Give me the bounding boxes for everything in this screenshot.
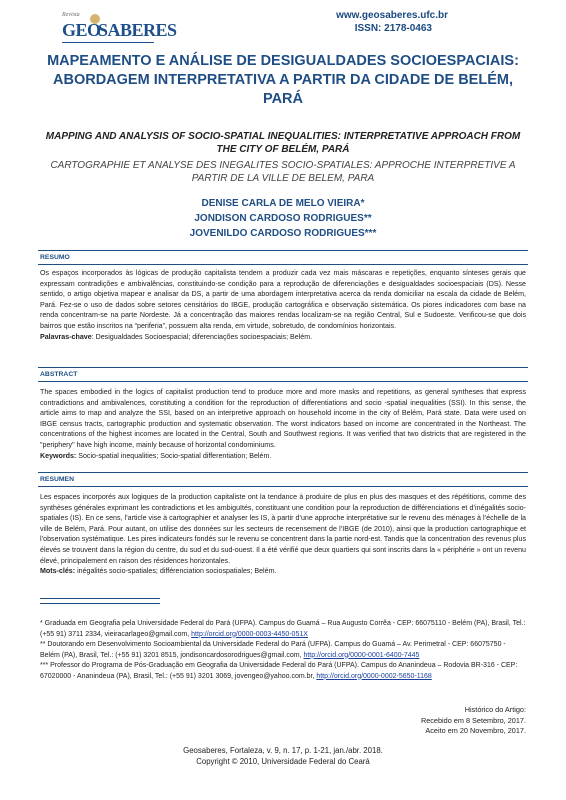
article-history: [326, 705, 526, 737]
logo-revista-text: Revista: [62, 12, 80, 18]
section-divider: [38, 381, 528, 382]
logo-underline: [62, 42, 154, 43]
journal-website[interactable]: www.geosaberes.ufc.br: [336, 10, 448, 21]
footnote-rule: [40, 598, 160, 599]
section-divider: [38, 367, 528, 368]
resumo-keywords: : Desigualdades Socioespacial; diferenciações socioespaciais; Belém.: [91, 332, 313, 341]
footnote-2-text: ** Doutorando em Desenvolvimento Socioambiental da Universidade Federal do Pará (UFPA). Campus do Guamá – Av. Perimetral - CEP: 66075750 - Belém (PA), Brasil, Tel.: (+55 91) 3201 8515, jondisoncardosorodrigues@gmail.com,: [40, 641, 506, 659]
abstract-text: The spaces embodied in the logics of capitalist production tend to produce more and more masks and repetitions, as general syntheses that express contradictions and ambivalences, constituting a condition for the reproduction of differentiations and socio -spatial inequalities (SSI). In this sense, the article aims to map and analyze the SSI, based on an interpretive approach on household income in the city of Belém, Pará state. Data were used on IBGE census tracts, cartographic production and systematic observation. The worst indicators based on income are concentrated in the Northeast. The concentrations of the highest incomes are located in the Central, South and Southwest regions. It was verified that two districts that are registered in the "periphery" have high income, mainly because of horizontal condominiums.: [40, 388, 526, 449]
footnote-3: [40, 661, 526, 682]
page-footer: [40, 745, 526, 767]
logo-geo-text: GEO: [62, 20, 101, 40]
abstract-keywords: Socio-spatial inequalities; Socio-spatial differentiation; Belém.: [76, 451, 272, 460]
footnote-3-orcid-link[interactable]: http://orcid.org/0000-0002-5650-1168: [316, 672, 432, 680]
resumo-paragraph: [40, 268, 526, 342]
footnote-1-orcid-link[interactable]: http://orcid.org/0000-0003-4450-051X: [191, 630, 308, 638]
footnote-1-text: * Graduada em Geografia pela Universidade Federal do Pará (UFPA). Campus do Guamá – Rua Augusto Corrêa - CEP: 66075110 - Belém (PA), Brasil, Tel.: (+55 91) 3711 2334, vieiracarlageo@gmail.com,: [40, 620, 526, 638]
resumen-heading: RESUMEN: [40, 476, 74, 483]
author-1: DENISE CARLA DE MELO VIEIRA*: [201, 198, 365, 209]
journal-logo: [62, 12, 177, 42]
section-divider: [38, 486, 528, 487]
logo-saberes-text: SABERES: [98, 20, 177, 40]
journal-issn: ISSN: 2178-0463: [354, 23, 432, 34]
resumo-keywords-label: Palavras-chave: [40, 332, 92, 341]
resumen-paragraph: [40, 492, 526, 577]
footnote-1: [40, 619, 526, 640]
resumo-heading: RESUMO: [40, 254, 70, 261]
history-received: Recebido em 8 Setembro, 2017.: [420, 715, 526, 725]
footnote-rule: [40, 603, 160, 604]
footer-copyright: Copyright © 2010, Universidade Federal do Ceará: [196, 757, 370, 766]
resumo-text: Os espaços incorporados às lógicas de produção capitalista tendem a produzir cada vez mais máscaras e repetições, enquanto sínteses gerais que expressam contradições e ambivalências, constituindo-se condição para a reprodução de diferenciações e desigualdades socioespaciais (DS). Nesse sentido, o artigo objetiva mapear e analisar da DS, a partir de uma abordagem interpretativa acerca da renda domiciliar na escala da cidade de Belém, Pará. Fez-se o uso de dados sobre setores censitários do IBGE, produção cartográfica e observação sistemática. Os piores indicadores com base na renda concentram-se na parte Nordeste. Já a concentração das maiores rendas localizam-se na região Central, Sul e Sudoeste. Verificou-se que dois bairros que estão inscritos na “periferia”, possuem alta renda, em virtude, sobretudo, de condomínios horizontais.: [40, 269, 526, 330]
resumen-text: Les espaces incorporés aux logiques de la production capitaliste ont la tendance à produire de plus en plus des masques et des répétitions, comme des synthèses générales exprimant les contradictions et les ambiguïtés, constituant une condition pour la reproduction de différenciations et d’inégalités socio-spatiales (IS). En ce sens, l’article vise à cartographier et analyser les IS, à partir d’une approche interprétative sur le revenu des ménages à l’échelle de la ville de Belém, Pará. Pour autant, on utilise des données sur les secteurs de recensement de l’IBGE (de 2010), ainsi que la production cartographique et l’observation systématique. Les pires indicateurs fondés sur le revenu se concentrent dans la partie nord-est. Tandis que la concentration des revenus plus élevés se trouvent dans la région du centre, du sud et du sud-ouest. Il a été vérifié que deux quartiers qui sont inscrits dans la « périphérie » ont un revenu élevé, principalement en raison des résidences horizontales.: [40, 493, 526, 565]
section-divider: [38, 264, 528, 265]
article-title-pt: MAPEAMENTO E ANÁLISE DE DESIGUALDADES SOCIOESPACIAIS: ABORDAGEM INTERPRETATIVA A PARTIR DA CIDADE DE BELÉM, PARÁ: [47, 53, 519, 107]
history-label: Histórico do Artigo:: [464, 705, 526, 714]
footer-citation: Geosaberes, Fortaleza, v. 9, n. 17, p. 1-21, jan./abr. 2018.: [183, 746, 383, 755]
abstract-paragraph: [40, 387, 526, 461]
author-2: JONDISON CARDOSO RODRIGUES**: [194, 213, 372, 224]
resumen-keywords-label: Mots-clés:: [40, 567, 76, 576]
abstract-keywords-label: Keywords:: [40, 451, 77, 460]
history-accepted: Aceito em 20 Novembro, 2017.: [425, 726, 526, 735]
article-title-en: MAPPING AND ANALYSIS OF SOCIO-SPATIAL INEQUALITIES: INTERPRETATIVE APPROACH FROM THE CITY OF BELÉM, PARÁ: [45, 131, 521, 155]
footnotes: [40, 619, 526, 682]
footnote-3-text: *** Professor do Programa de Pós-Graduação em Geografia da Universidade Federal do Pará (UFPA). Campus do Ananindeua – Rodovia BR-316 - CEP: 67020000 - Ananindeua (PA), Brasil, Tel.: (+55 91) 3201 3069, jovengeo@yahoo.com.br,: [40, 662, 518, 680]
abstract-heading: ABSTRACT: [40, 371, 78, 378]
footnote-2: [40, 640, 526, 661]
footnote-2-orcid-link[interactable]: http://orcid.org/0000-0001-6400-7445: [303, 651, 420, 659]
author-3: JOVENILDO CARDOSO RODRIGUES***: [189, 228, 377, 239]
resumen-keywords: inégalités socio-spatiales; différenciation sociospatiales; Belém.: [75, 567, 277, 576]
section-divider: [38, 250, 528, 251]
section-divider: [38, 472, 528, 473]
article-title-fr: CARTOGRAPHIE ET ANALYSE DES INEGALITES SOCIO-SPATIALES: APPROCHE INTERPRETIVE A PARTIR DE LA VILLE DE BELEM, PARA: [50, 160, 516, 184]
